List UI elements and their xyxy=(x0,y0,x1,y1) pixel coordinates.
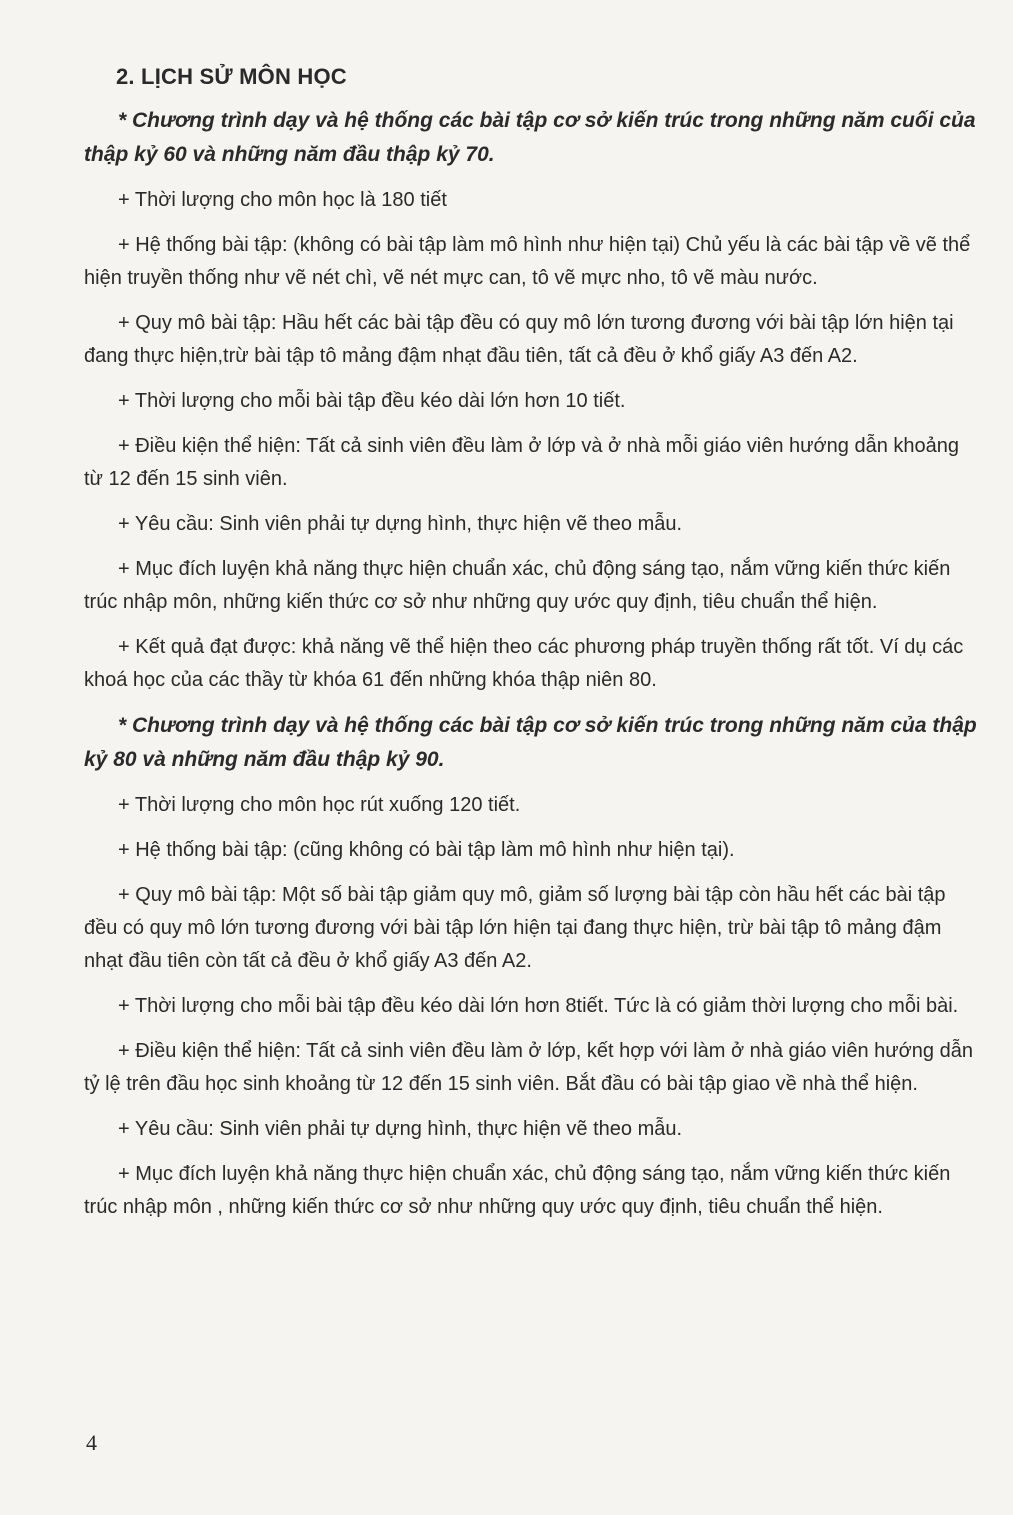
paragraph: + Điều kiện thể hiện: Tất cả sinh viên đều làm ở lớp và ở nhà mỗi giáo viên hướng dẫn khoảng từ 12 đến 15 sinh viên. xyxy=(84,435,959,490)
paragraph: + Điều kiện thể hiện: Tất cả sinh viên đều làm ở lớp, kết hợp với làm ở nhà giáo viên hướng dẫn tỷ lệ trên đầu học sinh khoảng từ 12 đến 15 sinh viên. Bắt đầu có bài tập giao về nhà thể hiện. xyxy=(84,1040,973,1095)
paragraph: + Thời lượng cho mỗi bài tập đều kéo dài lớn hơn 10 tiết. xyxy=(118,390,626,412)
paragraph: + Yêu cầu: Sinh viên phải tự dựng hình, thực hiện vẽ theo mẫu. xyxy=(118,513,683,535)
paragraph: + Thời lượng cho mỗi bài tập đều kéo dài lớn hơn 8tiết. Tức là có giảm thời lượng cho mỗi bài. xyxy=(118,995,959,1017)
page-content xyxy=(84,60,980,1236)
paragraph: + Mục đích luyện khả năng thực hiện chuẩn xác, chủ động sáng tạo, nắm vững kiến thức kiến trúc nhập môn , những kiến thức cơ sở như những quy ước quy định, tiêu chuẩn thể hiện. xyxy=(84,1163,951,1218)
paragraph: + Hệ thống bài tập: (không có bài tập làm mô hình như hiện tại) Chủ yếu là các bài tập về vẽ thể hiện truyền thống như vẽ nét chì, vẽ nét mực can, tô vẽ mực nho, tô vẽ màu nước. xyxy=(84,234,971,289)
paragraph: + Kết quả đạt được: khả năng vẽ thể hiện theo các phương pháp truyền thống rất tốt. Ví dụ các khoá học của các thầy từ khóa 61 đến những khóa thập niên 80. xyxy=(84,636,964,691)
paragraph: + Thời lượng cho môn học rút xuống 120 tiết. xyxy=(118,794,521,816)
paragraph: + Quy mô bài tập: Một số bài tập giảm quy mô, giảm số lượng bài tập còn hầu hết các bài tập đều có quy mô lớn tương đương với bài tập lớn hiện tại đang thực hiện, trừ bài tập tô mảng đậm nhạt đầu tiên còn tất cả đều ở khổ giấy A3 đến A2. xyxy=(84,884,946,972)
subsection-title-2: * Chương trình dạy và hệ thống các bài tập cơ sở kiến trúc trong những năm của thập kỷ 80 và những năm đầu thập kỷ 90. xyxy=(84,714,977,771)
paragraph: + Hệ thống bài tập: (cũng không có bài tập làm mô hình như hiện tại). xyxy=(118,839,735,861)
paragraph: + Mục đích luyện khả năng thực hiện chuẩn xác, chủ động sáng tạo, nắm vững kiến thức kiến trúc nhập môn, những kiến thức cơ sở như những quy ước quy định, tiêu chuẩn thể hiện. xyxy=(84,558,951,613)
paragraph: + Quy mô bài tập: Hầu hết các bài tập đều có quy mô lớn tương đương với bài tập lớn hiện tại đang thực hiện,trừ bài tập tô mảng đậm nhạt đầu tiên, tất cả đều ở khổ giấy A3 đến A2. xyxy=(84,312,954,367)
section-heading: 2. LỊCH SỬ MÔN HỌC xyxy=(116,64,347,89)
page-number: 4 xyxy=(86,1430,97,1455)
paragraph: + Yêu cầu: Sinh viên phải tự dựng hình, thực hiện vẽ theo mẫu. xyxy=(118,1118,683,1140)
subsection-title-1: * Chương trình dạy và hệ thống các bài tập cơ sở kiến trúc trong những năm cuối của thập kỷ 60 và những năm đầu thập kỷ 70. xyxy=(84,109,976,166)
paragraph: + Thời lượng cho môn học là 180 tiết xyxy=(118,189,447,211)
